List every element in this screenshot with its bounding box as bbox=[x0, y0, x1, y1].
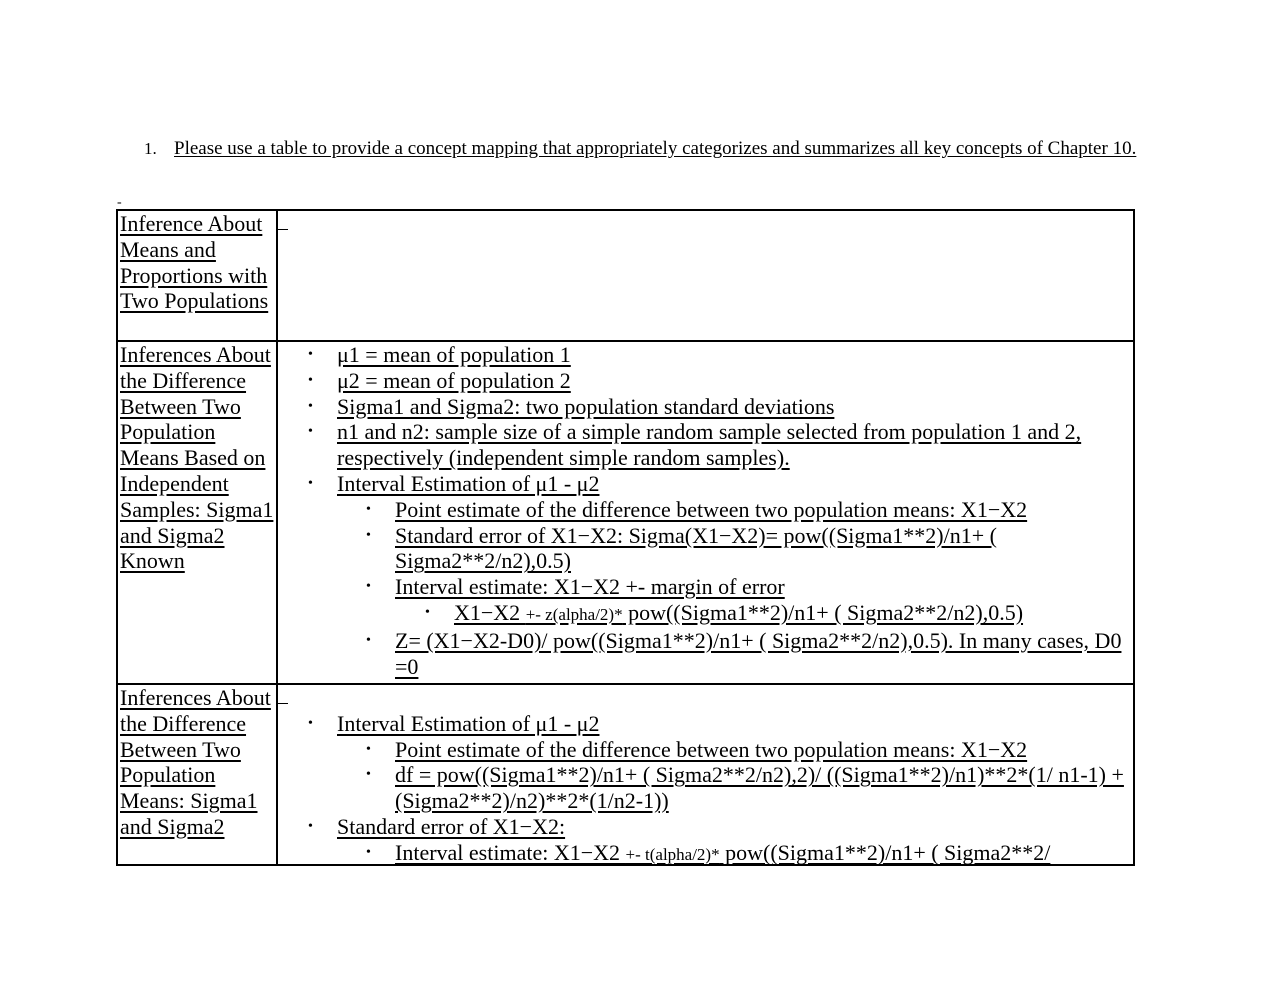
list-item: • Z= (X1−X2-D0)/ pow((Sigma1**2)/n1+ ( Sigma2**2/n2),0.5). In many cases, D0 =0 bbox=[366, 627, 1122, 679]
list-item: • Point estimate of the difference between two population means: X1−X2 bbox=[366, 496, 1028, 522]
bullet-list-sub bbox=[278, 737, 1131, 814]
bullet-icon: • bbox=[366, 501, 371, 517]
blank-mark bbox=[278, 211, 288, 230]
bullet-icon: • bbox=[425, 604, 430, 620]
list-item: • Interval estimate: X1−X2 +- margin of error bbox=[366, 574, 785, 600]
row-content bbox=[277, 341, 1134, 684]
bullet-list bbox=[278, 342, 1131, 497]
bullet-icon: • bbox=[308, 818, 313, 834]
bullet-list bbox=[278, 711, 1131, 737]
bullet-list-sub bbox=[278, 840, 1131, 864]
row-heading bbox=[117, 341, 277, 684]
list-item: • Sigma1 and Sigma2: two population standard deviations bbox=[308, 393, 835, 419]
list-item: • Standard error of X1−X2: Sigma(X1−X2)= pow((Sigma1**2)/n1+ ( Sigma2**2/n2),0.5) bbox=[366, 522, 997, 574]
list-item: • df = pow((Sigma1**2)/n1+ ( Sigma2**2/n2),2)/ ((Sigma1**2)/n1)**2*(1/ n1-1) + (Sigma2**2)/n2)**2*(1/n2-1)) bbox=[366, 762, 1124, 814]
bullet-icon: • bbox=[366, 579, 371, 595]
stray-mark: - bbox=[117, 195, 122, 210]
bullet-icon: • bbox=[366, 741, 371, 757]
bullet-icon: • bbox=[308, 347, 313, 362]
bullet-list-subsub bbox=[278, 600, 1131, 628]
bullet-list-sub bbox=[278, 497, 1131, 600]
list-item: • μ1 = mean of population 1 bbox=[308, 342, 571, 367]
row-content-empty bbox=[277, 210, 1134, 341]
list-item: • X1−X2 +- z(alpha/2)* pow((Sigma1**2)/n1+ ( Sigma2**2/n2),0.5) bbox=[425, 599, 1024, 625]
bullet-icon: • bbox=[308, 424, 313, 440]
row-heading-text: Inferences About the Difference Between Two Population Means Based on Independent Samples: Sigma1 and Sigma2 Known bbox=[120, 342, 274, 574]
row-heading-text: Inferences About the Difference Between Two Population Means: Sigma1 and Sigma2 bbox=[120, 685, 271, 839]
question-text: Please use a table to provide a concept mapping that appropriately categorizes and summarizes all key concepts of Chapter 10. bbox=[174, 138, 1137, 159]
bullet-icon: • bbox=[366, 767, 371, 783]
list-item: • Point estimate of the difference between two population means: X1−X2 bbox=[366, 736, 1028, 762]
question-number: 1. bbox=[144, 139, 157, 158]
question bbox=[144, 137, 1144, 160]
bullet-list bbox=[278, 814, 1131, 840]
bullet-icon: • bbox=[308, 475, 313, 491]
list-item: • Interval estimate: X1−X2 +- t(alpha/2)* pow((Sigma1**2)/n1+ ( Sigma2**2/ bbox=[366, 839, 1051, 864]
bullet-icon: • bbox=[366, 844, 371, 860]
row-content bbox=[277, 684, 1134, 865]
row-heading-text: Inference About Means and Proportions with Two Populations bbox=[120, 211, 269, 314]
bullet-icon: • bbox=[366, 632, 371, 648]
bullet-list-sub bbox=[278, 628, 1131, 680]
concept-map-table bbox=[116, 209, 1135, 866]
row-heading bbox=[117, 684, 277, 865]
bullet-icon: • bbox=[308, 398, 313, 414]
list-item: • μ2 = mean of population 2 bbox=[308, 367, 571, 393]
list-item: • Interval Estimation of μ1 - μ2 bbox=[308, 470, 600, 496]
list-item: • Standard error of X1−X2: bbox=[308, 813, 566, 839]
table-row bbox=[117, 341, 1134, 684]
bullet-icon: • bbox=[308, 372, 313, 388]
row-heading bbox=[117, 210, 277, 341]
bullet-icon: • bbox=[308, 715, 313, 731]
table-row bbox=[117, 210, 1134, 341]
list-item: • n1 and n2: sample size of a simple random sample selected from population 1 and 2, respectively (independent simple random samples). bbox=[308, 419, 1082, 471]
table-row bbox=[117, 684, 1134, 865]
bullet-icon: • bbox=[366, 527, 371, 543]
list-item: • Interval Estimation of μ1 - μ2 bbox=[308, 710, 600, 736]
blank-mark bbox=[278, 685, 288, 704]
